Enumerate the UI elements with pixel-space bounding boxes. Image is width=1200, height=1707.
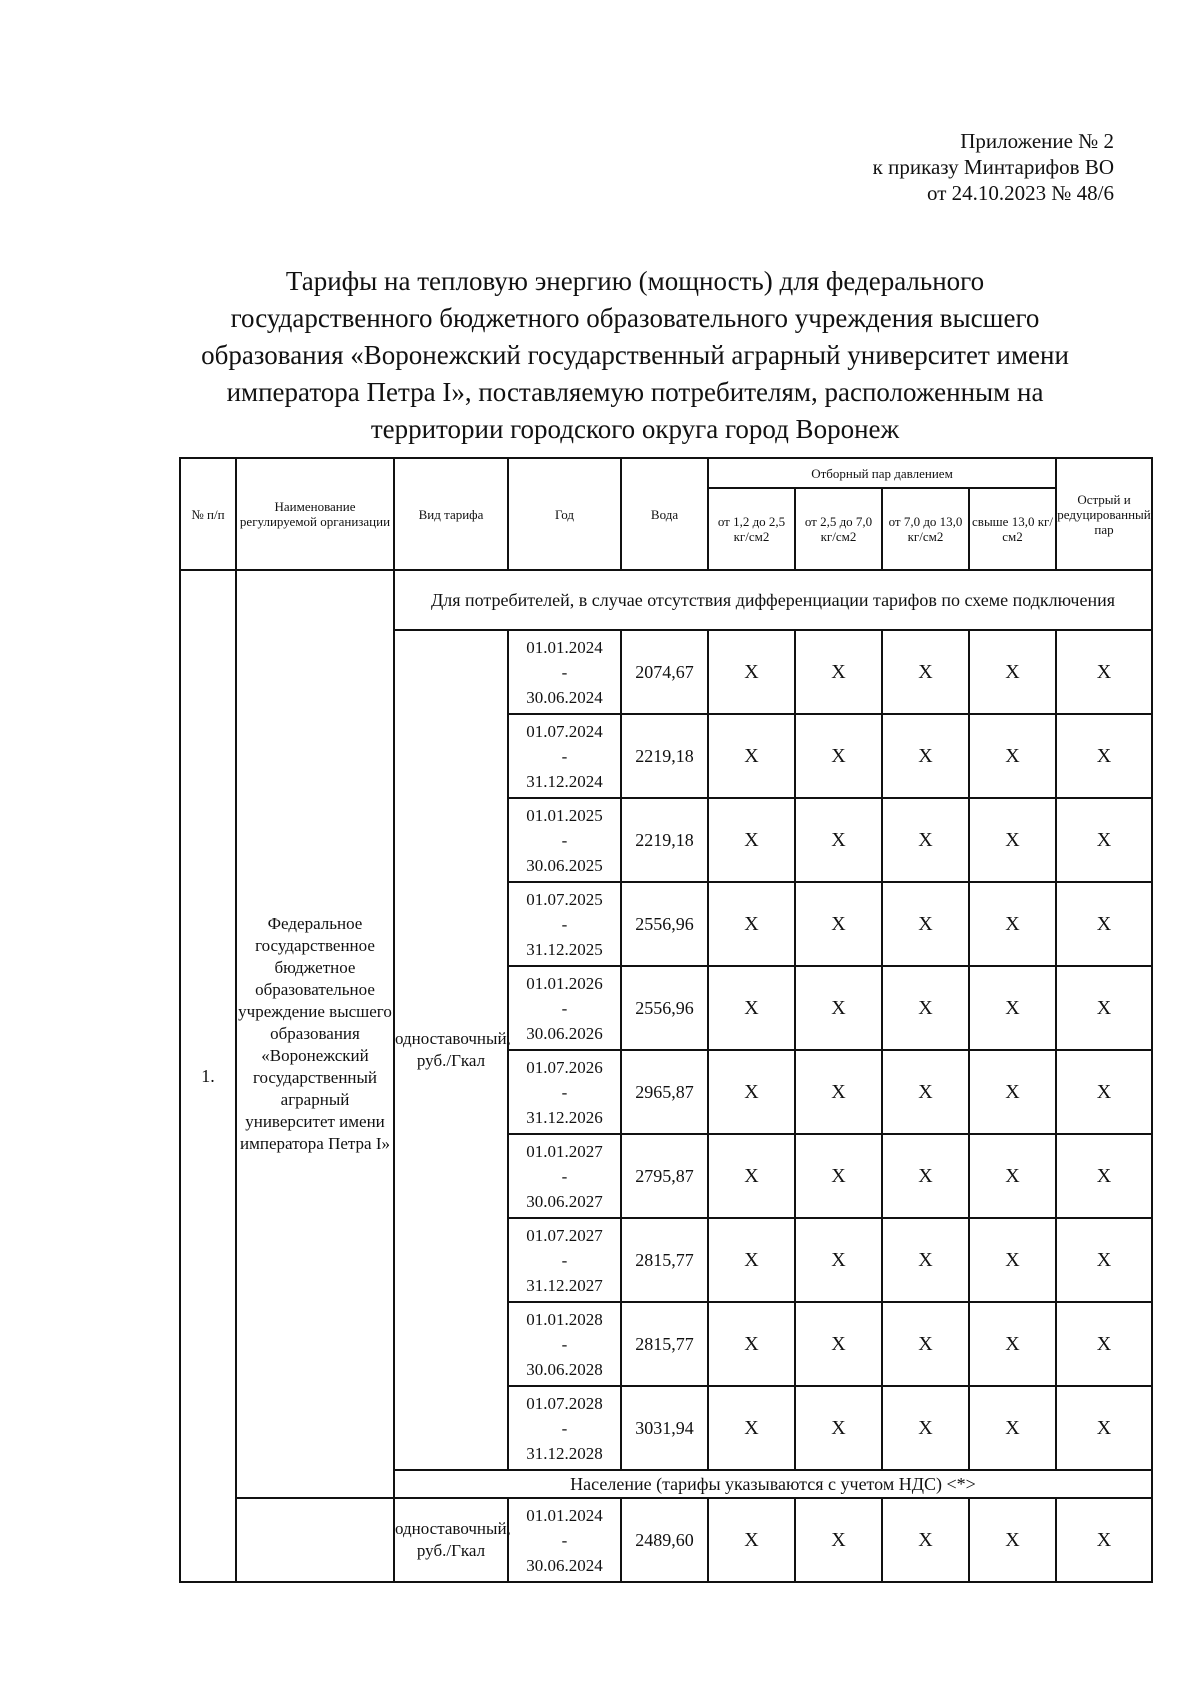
period-start: 01.07.2027 — [526, 1225, 603, 1245]
table-row — [180, 1498, 1152, 1582]
water-tariff-value: 2074,67 — [621, 630, 708, 714]
steam-tariff-value-4: X — [969, 630, 1056, 714]
steam-tariff-value-5: X — [1056, 1302, 1152, 1386]
steam-tariff-value-2: X — [795, 1386, 882, 1470]
steam-tariff-value-4: X — [969, 1498, 1056, 1582]
steam-tariff-value-5: X — [1056, 630, 1152, 714]
period-cell — [508, 1134, 621, 1218]
steam-tariff-value-5: X — [1056, 1498, 1152, 1582]
period-dash: - — [561, 1418, 568, 1438]
steam-tariff-value-1: X — [708, 1302, 795, 1386]
steam-tariff-value-4: X — [969, 714, 1056, 798]
period-start: 01.01.2027 — [526, 1141, 603, 1161]
water-tariff-value: 2965,87 — [621, 1050, 708, 1134]
period-start: 01.01.2028 — [526, 1309, 603, 1329]
steam-tariff-value-1: X — [708, 1498, 795, 1582]
period-cell — [508, 1050, 621, 1134]
steam-tariff-value-2: X — [795, 714, 882, 798]
steam-tariff-value-1: X — [708, 1218, 795, 1302]
water-tariff-value: 2489,60 — [621, 1498, 708, 1582]
steam-tariff-value-2: X — [795, 1050, 882, 1134]
period-start: 01.01.2024 — [526, 1505, 603, 1525]
header-steam-4: свыше 13,0 кг/см2 — [969, 488, 1056, 570]
period-end: 30.06.2025 — [526, 855, 603, 875]
steam-tariff-value-5: X — [1056, 1386, 1152, 1470]
steam-tariff-value-2: X — [795, 630, 882, 714]
header-sharp-steam: Острый и редуцированный пар — [1056, 458, 1152, 570]
steam-tariff-value-4: X — [969, 1218, 1056, 1302]
steam-tariff-value-3: X — [882, 1302, 969, 1386]
period-end: 30.06.2028 — [526, 1359, 603, 1379]
steam-tariff-value-3: X — [882, 1386, 969, 1470]
period-end: 30.06.2024 — [526, 687, 603, 707]
period-cell — [508, 1302, 621, 1386]
steam-tariff-value-2: X — [795, 882, 882, 966]
period-cell — [508, 1386, 621, 1470]
steam-tariff-value-3: X — [882, 966, 969, 1050]
title-line-3: образования «Воронежский государственный аграрный университет имени — [201, 340, 1069, 370]
period-end: 30.06.2024 — [526, 1555, 603, 1575]
period-cell — [508, 714, 621, 798]
steam-tariff-value-1: X — [708, 882, 795, 966]
steam-tariff-value-3: X — [882, 1498, 969, 1582]
tariff-table — [179, 457, 1153, 1583]
steam-tariff-value-2: X — [795, 1134, 882, 1218]
period-dash: - — [561, 1334, 568, 1354]
period-end: 31.12.2028 — [526, 1443, 603, 1463]
organization-name-continued — [236, 1498, 394, 1582]
header-num: № п/п — [180, 458, 236, 570]
steam-tariff-value-4: X — [969, 798, 1056, 882]
steam-tariff-value-5: X — [1056, 966, 1152, 1050]
steam-tariff-value-1: X — [708, 630, 795, 714]
row-number: 1. — [180, 570, 236, 1582]
section-1-title: Для потребителей, в случае отсутствия дифференциации тарифов по схеме подключения — [394, 570, 1152, 630]
water-tariff-value: 2795,87 — [621, 1134, 708, 1218]
period-cell — [508, 882, 621, 966]
section-2-title: Население (тарифы указываются с учетом НДС) <*> — [394, 1470, 1152, 1498]
water-tariff-value: 2556,96 — [621, 882, 708, 966]
tariff-kind: одноставочный, руб./Гкал — [394, 1498, 508, 1582]
header-org: Наименование регулируемой организации — [236, 458, 394, 570]
header-steam-3: от 7,0 до 13,0 кг/см2 — [882, 488, 969, 570]
period-end: 31.12.2025 — [526, 939, 603, 959]
period-cell — [508, 798, 621, 882]
organization-name: Федеральное государственное бюджетное образовательное учреждение высшего образования «Воронежский государственный аграрный университет имени императора Петра I» — [236, 570, 394, 1498]
water-tariff-value: 2815,77 — [621, 1302, 708, 1386]
header-kind: Вид тарифа — [394, 458, 508, 570]
period-cell — [508, 1218, 621, 1302]
header-steam-2: от 2,5 до 7,0 кг/см2 — [795, 488, 882, 570]
period-start: 01.07.2024 — [526, 721, 603, 741]
steam-tariff-value-4: X — [969, 1302, 1056, 1386]
steam-tariff-value-2: X — [795, 1302, 882, 1386]
steam-tariff-value-3: X — [882, 630, 969, 714]
period-end: 30.06.2027 — [526, 1191, 603, 1211]
period-cell — [508, 1498, 621, 1582]
appendix-reference — [873, 128, 1114, 206]
steam-tariff-value-5: X — [1056, 1050, 1152, 1134]
document-title — [160, 263, 1110, 448]
period-start: 01.01.2024 — [526, 637, 603, 657]
steam-tariff-value-5: X — [1056, 1218, 1152, 1302]
period-end: 31.12.2024 — [526, 771, 603, 791]
steam-tariff-value-2: X — [795, 1498, 882, 1582]
period-start: 01.01.2026 — [526, 973, 603, 993]
steam-tariff-value-4: X — [969, 966, 1056, 1050]
steam-tariff-value-5: X — [1056, 798, 1152, 882]
steam-tariff-value-1: X — [708, 798, 795, 882]
steam-tariff-value-3: X — [882, 1134, 969, 1218]
title-line-5: территории городского округа город Воронеж — [370, 414, 900, 444]
steam-tariff-value-5: X — [1056, 882, 1152, 966]
steam-tariff-value-1: X — [708, 714, 795, 798]
appendix-line-2: к приказу Минтарифов ВО — [872, 155, 1114, 179]
title-line-4: императора Петра I», поставляемую потребителям, расположенным на — [226, 377, 1044, 407]
steam-tariff-value-5: X — [1056, 1134, 1152, 1218]
period-start: 01.07.2025 — [526, 889, 603, 909]
period-dash: - — [561, 998, 568, 1018]
steam-tariff-value-5: X — [1056, 714, 1152, 798]
water-tariff-value: 2815,77 — [621, 1218, 708, 1302]
section-1-title-row — [180, 570, 1152, 630]
steam-tariff-value-1: X — [708, 1050, 795, 1134]
period-start: 01.07.2028 — [526, 1393, 603, 1413]
header-steam-1: от 1,2 до 2,5 кг/см2 — [708, 488, 795, 570]
steam-tariff-value-4: X — [969, 1050, 1056, 1134]
steam-tariff-value-3: X — [882, 798, 969, 882]
steam-tariff-value-3: X — [882, 1218, 969, 1302]
period-start: 01.01.2025 — [526, 805, 603, 825]
period-dash: - — [561, 1250, 568, 1270]
header-year: Год — [508, 458, 621, 570]
period-cell — [508, 630, 621, 714]
period-dash: - — [561, 746, 568, 766]
steam-tariff-value-1: X — [708, 966, 795, 1050]
appendix-line-3: от 24.10.2023 № 48/6 — [926, 181, 1114, 205]
steam-tariff-value-3: X — [882, 882, 969, 966]
header-water: Вода — [621, 458, 708, 570]
steam-tariff-value-2: X — [795, 1218, 882, 1302]
title-line-2: государственного бюджетного образовательного учреждения высшего — [230, 303, 1040, 333]
steam-tariff-value-2: X — [795, 966, 882, 1050]
water-tariff-value: 2219,18 — [621, 798, 708, 882]
period-dash: - — [561, 1166, 568, 1186]
period-end: 31.12.2026 — [526, 1107, 603, 1127]
steam-tariff-value-4: X — [969, 1386, 1056, 1470]
steam-tariff-value-1: X — [708, 1386, 795, 1470]
period-dash: - — [561, 1530, 568, 1550]
steam-tariff-value-4: X — [969, 882, 1056, 966]
period-end: 30.06.2026 — [526, 1023, 603, 1043]
steam-tariff-value-3: X — [882, 714, 969, 798]
header-steam-group: Отборный пар давлением — [708, 458, 1056, 488]
water-tariff-value: 2556,96 — [621, 966, 708, 1050]
water-tariff-value: 3031,94 — [621, 1386, 708, 1470]
period-cell — [508, 966, 621, 1050]
tariff-kind: одноставочный, руб./Гкал — [394, 630, 508, 1470]
steam-tariff-value-1: X — [708, 1134, 795, 1218]
title-line-1: Тарифы на тепловую энергию (мощность) для федерального — [285, 266, 985, 296]
period-dash: - — [561, 914, 568, 934]
period-dash: - — [561, 830, 568, 850]
steam-tariff-value-3: X — [882, 1050, 969, 1134]
period-dash: - — [561, 662, 568, 682]
steam-tariff-value-2: X — [795, 798, 882, 882]
steam-tariff-value-4: X — [969, 1134, 1056, 1218]
water-tariff-value: 2219,18 — [621, 714, 708, 798]
period-dash: - — [561, 1082, 568, 1102]
appendix-line-1: Приложение № 2 — [960, 129, 1114, 153]
period-end: 31.12.2027 — [526, 1275, 603, 1295]
period-start: 01.07.2026 — [526, 1057, 603, 1077]
